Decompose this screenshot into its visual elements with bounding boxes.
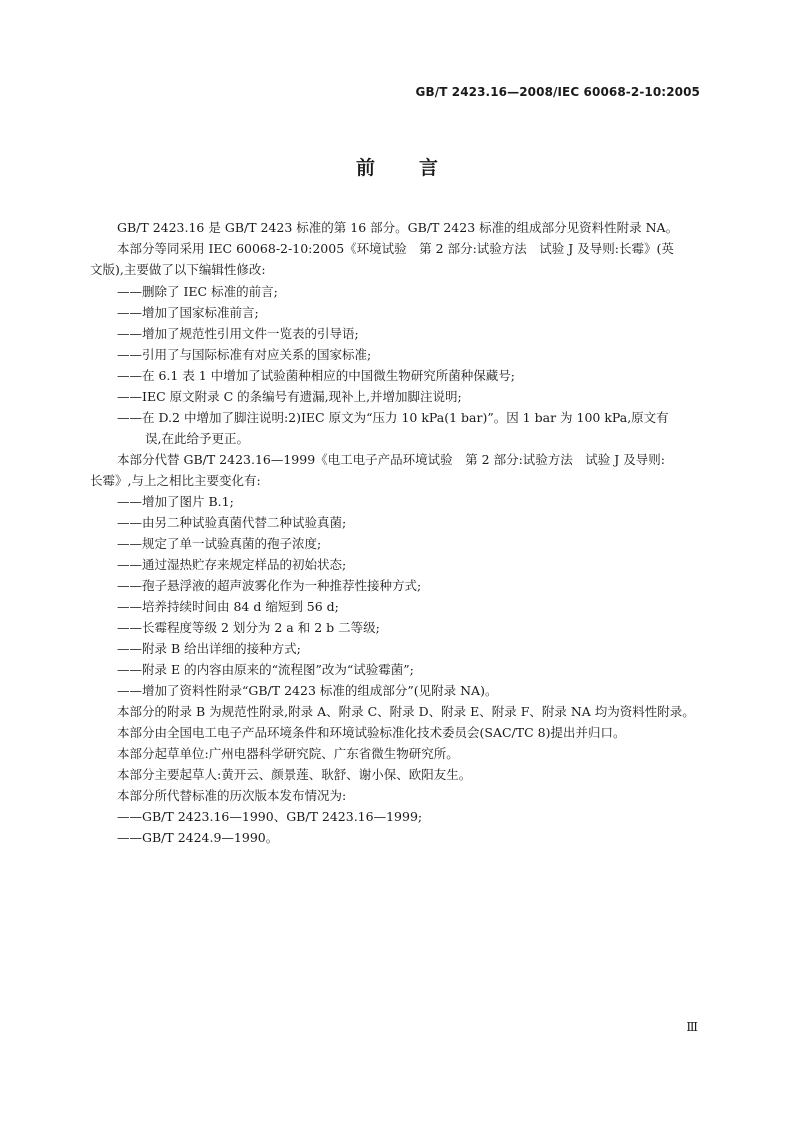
text-line: ——规定了单一试验真菌的孢子浓度; — [117, 536, 322, 551]
text-line: ——在 D.2 中增加了脚注说明:2)IEC 原文为“压力 10 kPa(1 bar)”。因 1 bar 为 100 kPa,原文有 — [117, 410, 669, 425]
text-line: 长霉》,与上之相比主要变化有: — [90, 473, 261, 488]
text-line: 本部分起草单位:广州电器科学研究院、广东省微生物研究所。 — [117, 746, 459, 761]
text-line: ——删除了 IEC 标准的前言; — [117, 284, 278, 299]
text-line: ——GB/T 2424.9—1990。 — [117, 830, 279, 845]
text-line: GB/T 2423.16 是 GB/T 2423 标准的第 16 部分。GB/T 2423 标准的组成部分见资料性附录 NA。 — [117, 220, 679, 235]
text-line: 本部分所代替标准的历次版本发布情况为: — [117, 788, 347, 803]
text-line: 误,在此给予更正。 — [145, 431, 249, 446]
page-number: Ⅲ — [686, 1020, 698, 1034]
page-title: 前言 — [355, 157, 482, 179]
text-line: 本部分等同采用 IEC 60068-2-10:2005《环境试验 第 2 部分:试验方法 试验 J 及导则:长霉》(英 — [117, 241, 674, 256]
text-line: ——增加了图片 B.1; — [117, 494, 234, 509]
text-line: ——附录 B 给出详细的接种方式; — [117, 641, 301, 656]
text-line: 文版),主要做了以下编辑性修改: — [90, 262, 266, 277]
text-line: ——在 6.1 表 1 中增加了试验菌种相应的中国微生物研究所菌种保藏号; — [117, 368, 515, 383]
text-line: ——GB/T 2423.16—1990、GB/T 2423.16—1999; — [117, 809, 423, 824]
text-line: ——附录 E 的内容由原来的“流程图”改为“试验霉菌”; — [117, 662, 414, 677]
text-line: ——长霉程度等级 2 划分为 2 a 和 2 b 二等级; — [117, 620, 380, 635]
standard-code-header: GB/T 2423.16—2008/IEC 60068-2-10:2005 — [415, 85, 700, 99]
text-line: 本部分主要起草人:黄开云、颜景莲、耿舒、谢小保、欧阳友生。 — [117, 767, 472, 782]
text-line: ——IEC 原文附录 C 的条编号有遗漏,现补上,并增加脚注说明; — [117, 389, 462, 404]
text-line: ——由另二种试验真菌代替二种试验真菌; — [117, 515, 347, 530]
text-line: 本部分代替 GB/T 2423.16—1999《电工电子产品环境试验 第 2 部分:试验方法 试验 J 及导则: — [117, 452, 665, 467]
text-line: 本部分的附录 B 为规范性附录,附录 A、附录 C、附录 D、附录 E、附录 F、附录 NA 均为资料性附录。 — [117, 704, 695, 719]
text-line: ——引用了与国际标准有对应关系的国家标准; — [117, 347, 372, 362]
text-line: ——增加了资料性附录“GB/T 2423 标准的组成部分”(见附录 NA)。 — [117, 683, 498, 698]
text-line: 本部分由全国电工电子产品环境条件和环境试验标准化技术委员会(SAC/TC 8)提出并归口。 — [117, 725, 626, 740]
text-line: ——增加了国家标准前言; — [117, 305, 259, 320]
text-line: ——孢子悬浮液的超声波雾化作为一种推荐性接种方式; — [117, 578, 422, 593]
text-line: ——通过湿热贮存来规定样品的初始状态; — [117, 557, 347, 572]
text-line: ——增加了规范性引用文件一览表的引导语; — [117, 326, 359, 341]
text-line: ——培养持续时间由 84 d 缩短到 56 d; — [117, 599, 339, 614]
